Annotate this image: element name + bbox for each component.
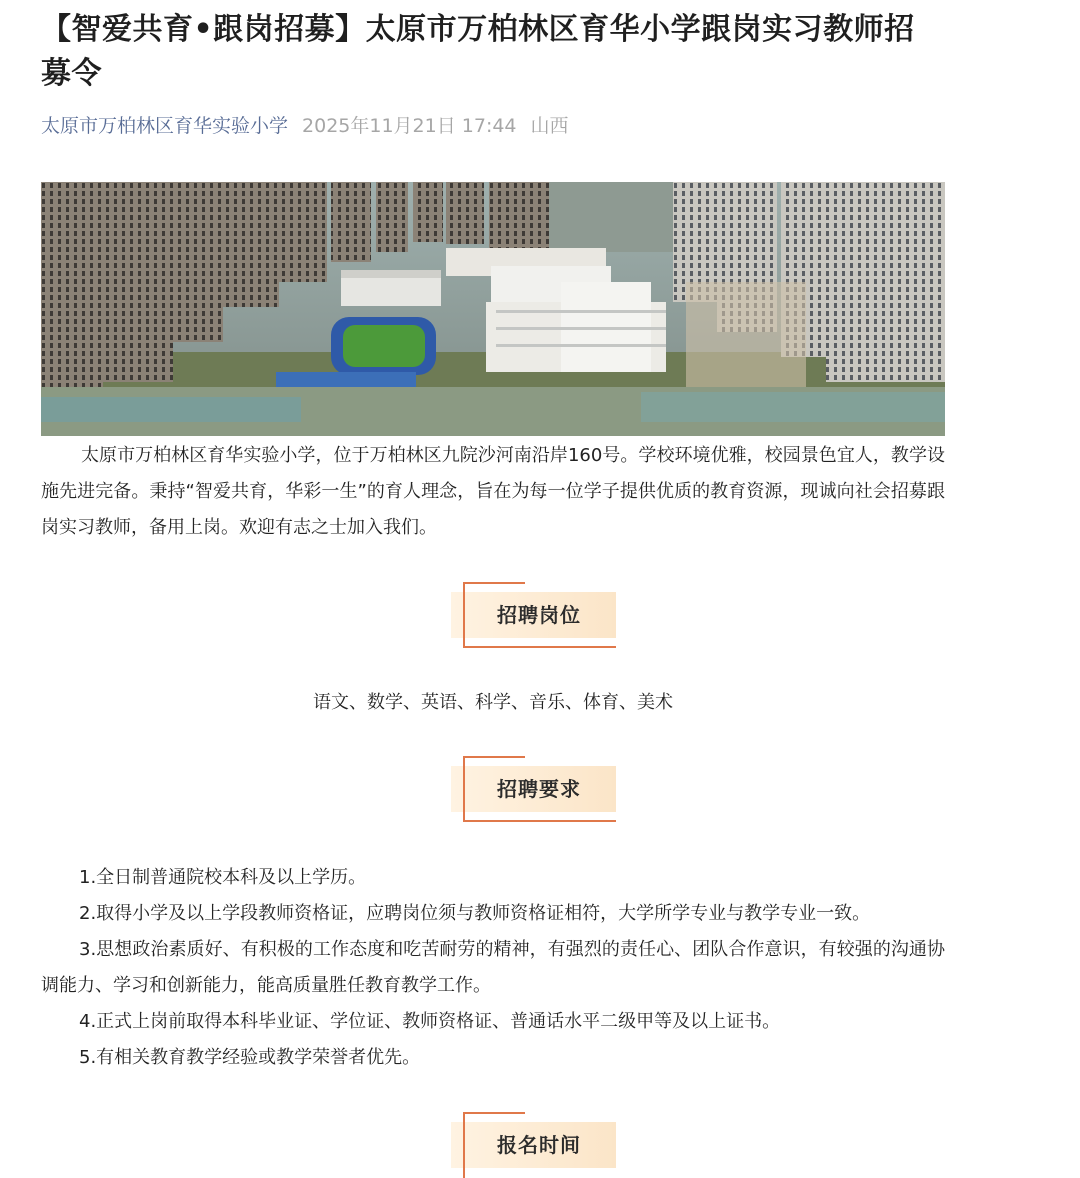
requirement-item: 1.全日制普通院校本科及以上学历。 — [79, 867, 367, 888]
campus-aerial-photo[interactable] — [41, 182, 945, 436]
heading-accent-line — [463, 646, 616, 648]
requirement-item: 3.思想政治素质好、有积极的工作态度和吃苦耐劳的精神，有强烈的责任心、团队合作意识，有较强的沟通协调能力、学习和创新能力，能高质量胜任教育教学工作。 — [41, 939, 945, 996]
section-heading-label: 招聘岗位 — [497, 603, 581, 627]
intro-paragraph: 太原市万柏林区育华实验小学，位于万柏林区九院沙河南沿岸160号。学校环境优雅，校园景色宜人，教学设施先进完备。秉持“智爱共育，华彩一生”的育人理念，旨在为每一位学子提供优质的教育资源，现诚向社会招募跟岗实习教师，备用上岗。欢迎有志之士加入我们。 — [41, 445, 945, 538]
requirements-list — [41, 860, 945, 1076]
section-heading-requirements — [451, 756, 616, 822]
article-title: 【智爱共育•跟岗招募】太原市万柏林区育华小学跟岗实习教师招募令 — [41, 12, 915, 91]
heading-accent-line — [463, 756, 525, 758]
section-heading-positions — [451, 582, 616, 648]
section-heading-label: 招聘要求 — [497, 777, 581, 801]
heading-accent-line — [463, 820, 616, 822]
requirement-item: 5.有相关教育教学经验或教学荣誉者优先。 — [79, 1047, 421, 1068]
campus-aerial-illustration — [41, 182, 945, 436]
positions-list: 语文、数学、英语、科学、音乐、体育、美术 — [313, 692, 673, 713]
heading-accent-line — [463, 582, 525, 584]
heading-accent-line — [463, 1112, 525, 1114]
publish-date: 2025年11月21日 17:44 — [302, 115, 517, 137]
article-meta — [41, 112, 569, 140]
requirement-item: 2.取得小学及以上学段教师资格证，应聘岗位须与教师资格证相符，大学所学专业与教学专业一致。 — [79, 903, 871, 924]
section-heading-label: 报名时间 — [497, 1133, 581, 1157]
publish-region: 山西 — [530, 115, 569, 137]
requirement-item: 4.正式上岗前取得本科毕业证、学位证、教师资格证、普通话水平二级甲等及以上证书。 — [79, 1011, 781, 1032]
account-name-link[interactable]: 太原市万柏林区育华实验小学 — [41, 115, 289, 137]
section-heading-registration — [451, 1112, 616, 1178]
